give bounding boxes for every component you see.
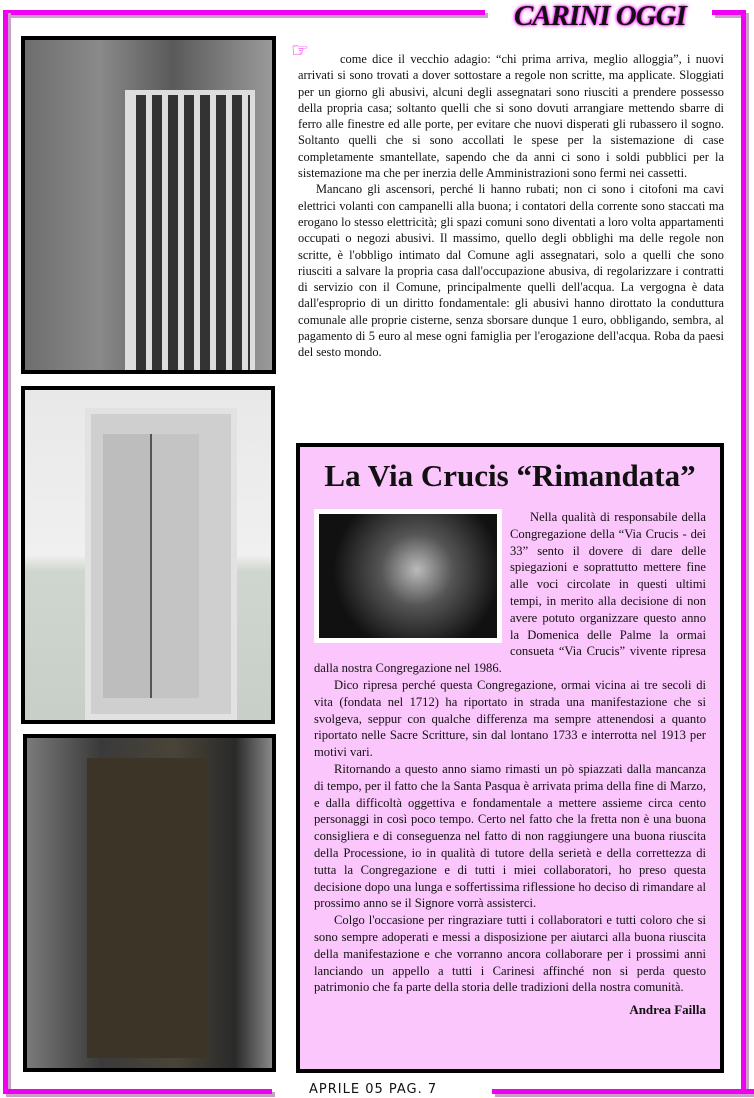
frame-bottom-left [3, 1089, 272, 1094]
pointing-hand-icon: ☞ [291, 40, 309, 62]
frame-right [741, 10, 746, 1094]
frame-top-left [3, 10, 485, 15]
via-crucis-box [296, 443, 724, 1073]
frame-left [3, 10, 8, 1094]
article-paragraph: Mancano gli ascensori, perché li hanno rubati; non ci sono i citofoni ma cavi elettrici volanti con campanelli alla buona; i contatori della corrente sono staccati ma erogano lo stesso elettricità; gli spazi comuni sono diventati a loro volta appartamenti occupati o negozi abusivi. Il massimo, quello degli obblighi ma delle regole non scritte, è l'obbligo intimato dal Comune agli assegnatari, solo a quelli che sono riusciti a salvare la propria casa dall'occupazione abusiva, di regolarizzare i contratti di servizio con il Comune, principalmente quelli dell'acqua. La vergogna è data dall'esproprio di un diritto fondamentale: gli abusivi hanno dirottato la conduttura comunale alle proprie cisterne, senza sborsare dunque 1 euro, obbligando, sembra, al pagamento di 5 euro al mese ogni famiglia per l'erogazione dell'acqua. Roba da paesi del sesto mondo. [298, 182, 724, 360]
box-paragraph: Dico ripresa perché questa Congregazione, ormai vicina ai tre secoli di vita (fondata nel 1712) ha riportato in strada una manifestazione che si svolgeva, seppur con qualche differenza ma sempre attenendosi a quanto riportato nelle Sacre Scritture, sin dal lontano 1733 e interrotta nel 1913 per motivi vari. [314, 677, 706, 760]
photo-barred-door [21, 36, 276, 374]
page-footer: APRILE 05 PAG. 7 [309, 1082, 438, 1097]
photo-via-crucis [314, 509, 502, 643]
author-signature: Andrea Failla [629, 1002, 706, 1018]
box-paragraph: Nella qualità di responsabile della Congregazione della “Via Crucis - dei 33” sento il dovere di dare delle spiegazioni e soprattutto mettere fine alle voci circolate in questi ultimi tempi, in merito alla decisione di non avere potuto organizzare questo anno la Domenica delle Palme la ormai consueta “Via Crucis” vivente ripresa dalla nostra Congregazione nel 1986. [314, 510, 706, 676]
masthead-logo: CARINI OGGI [514, 0, 686, 32]
box-paragraph: Ritornando a questo anno siamo rimasti un pò spiazzati dalla mancanza di tempo, per il fatto che la Santa Pasqua è arrivata prima della fine di Marzo, e dalla difficoltà oggettiva e fondamentale a mettere assieme circa cento personaggi in così poco tempo. Certo nel fatto che la fretta non è una buona consigliera e di conseguenza nel fatto di non raggiungere una buona riuscita della Processione, io in qualità di tutore della serietà e della correttezza di tutta la Congregazione e di tutti i miei collaboratori, ho preso questa decisione dopo una lunga e soffertissima riflessione ho deciso di rimandare al prossimo anno se il Signore vorrà assisterci. [314, 761, 706, 911]
box-paragraph: Colgo l'occasione per ringraziare tutti i collaboratori e tutti coloro che si sono sempre adoperati e messi a disposizione per aiutarci alla buona riuscita della manifestazione e che vorranno ancora collaborare per i prossimi anni lanciando un appello a tutti i Carinesi affinché non si perda questo patrimonio che fa parte della storia delle tradizioni della nostra comunità. [314, 913, 706, 995]
article-text [298, 51, 724, 361]
photo-elevator [21, 386, 275, 724]
frame-bottom-right [492, 1089, 754, 1094]
article-paragraph: come dice il vecchio adagio: “chi prima arriva, meglio alloggia”, i nuovi arrivati si sono trovati a dover sottostare a regole non scritte, ma applicate. Sloggiati per un giorno gli abusivi, alcuni degli assegnatari sono riusciti a prendere possesso della propria casa; soltanto quelli che si sono dovuti arrangiare mettendo sbarre di ferro alle finestre ed alle porte, per evitare che nuovi disperati gli rubassero il sogno. Soltanto quelli che si sono accollati le spese per la sistemazione di case completamente smantellate, sapendo che da anni ci sono i soldi pubblici per la sistemazione ma che per inerzia delle Amministrazioni sono fermi nei cassetti. [298, 52, 724, 181]
box-title: La Via Crucis “Rimandata” [324, 458, 696, 493]
photo-empty-elevator-shaft [23, 734, 276, 1072]
